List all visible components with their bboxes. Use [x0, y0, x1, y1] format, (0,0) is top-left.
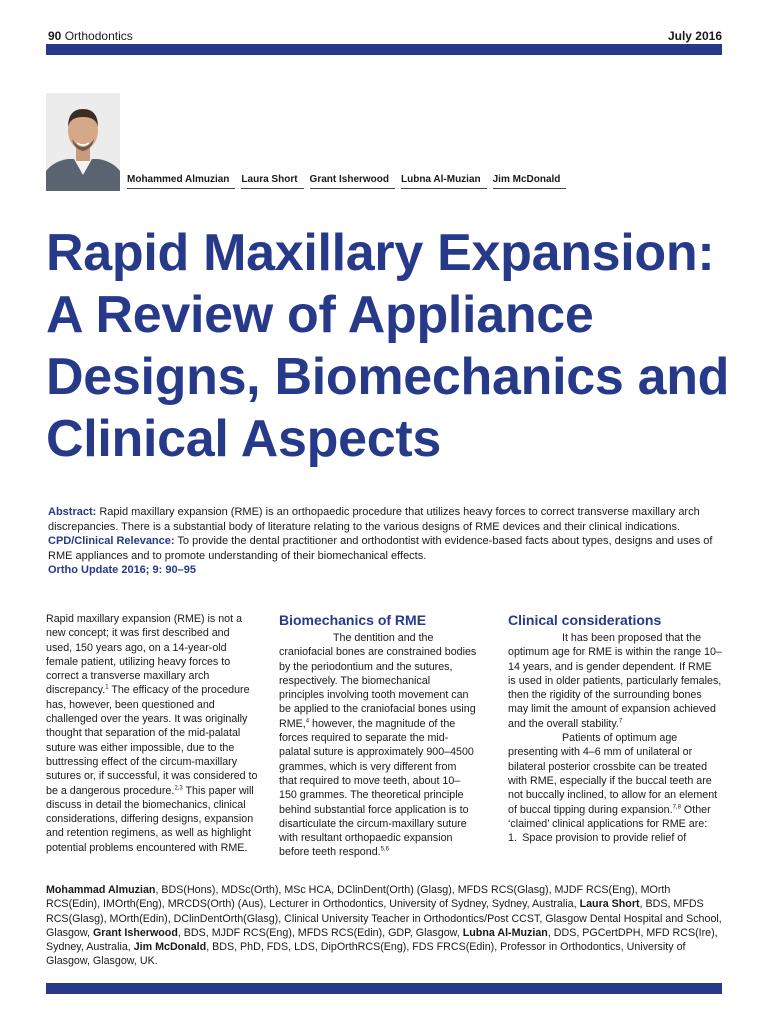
body-column-2	[279, 612, 477, 860]
reference-marker: 2,3	[174, 785, 183, 791]
text-run: Rapid maxillary expansion (RME) is not a new concept; it was first described and used, 150 years ago, on a 14-year-old female patient, utilizing heavy forces to correct a transverse maxillary arch discrepancy.	[46, 613, 243, 697]
citation: Ortho Update 2016; 9: 90–95	[48, 564, 196, 576]
body-paragraph	[508, 731, 722, 831]
author-name: Mohammed Almuzian	[127, 174, 235, 189]
section-heading: Biomechanics of RME	[279, 612, 427, 628]
author-name: Laura Short	[241, 174, 303, 189]
abstract-label: Abstract:	[48, 506, 97, 518]
affiliation-text: , BDS, MFDS RCS(Glasg), MOrth(Edin), DClinDentOrth(Glasg), Clinical University Teacher in Orthodontics/Post CCST, Glasgow Dental Hospital and School, Glasgow,	[46, 898, 722, 939]
page-number: 90	[48, 29, 62, 43]
author-name: Mohammad Almuzian	[46, 884, 156, 896]
reference-marker: 4	[305, 718, 310, 725]
author-name: Grant Isherwood	[92, 926, 178, 939]
journal-name: Orthodontics	[64, 29, 133, 43]
top-rule-bar	[46, 44, 722, 55]
reference-marker: 7	[618, 718, 623, 725]
affiliation-text: , DDS, PGCertDPH, MFD RCS(Ire), Sydney, Australia,	[46, 926, 718, 954]
text-run: however, the magnitude of the forces required to separate the mid-palatal suture is approximately 900–4500 grammes, which is very different from that required to move teeth, about 10–150 grammes. The theoretical principle behind substantial force application is to disarticulate the circum-maxillary suture with resultant orthopaedic expansion before teeth respond.	[279, 717, 474, 859]
cpd-text: To provide the dental practitioner and orthodontist with evidence-based facts about types, designs and uses of RME appliances and to promote understanding of their biomechanical effects.	[48, 535, 713, 562]
affiliation-text: , BDS(Hons), MDSc(Orth), MSc HCA, DClinDent(Orth) (Glasg), MFDS RCS(Glasg), MJDF RCS(Eng), MOrth RCS(Edin), IMOrth(Eng), MRCDS(Orth) (Aus), Lecturer in Orthodontics, University of Sydney, Sydney, Australia,	[46, 884, 671, 911]
issue-date: July 2016	[667, 29, 722, 43]
author-list	[127, 174, 572, 189]
author-name: Lubna Al-Muzian	[462, 926, 548, 939]
cpd-label: CPD/Clinical Relevance:	[48, 535, 175, 547]
text-run: The dentition and the craniofacial bones are constrained bodies by the periodontium and the sutures, respectively. The biomechanical principles involving tooth movement can be applied to the craniofacial bones using RME,	[279, 632, 477, 730]
article-title: Rapid Maxillary Expansion: A Review of Appliance Designs, Biomechanics and Clinical Aspects	[46, 224, 730, 468]
author-name: Jim McDonald	[493, 174, 567, 189]
author-name: Grant Isherwood	[310, 174, 395, 189]
body-column-1	[46, 612, 258, 855]
cpd-paragraph	[48, 534, 723, 563]
text-run: Other ‘claimed’ clinical applications for RME are:	[508, 803, 711, 830]
body-column-3	[508, 612, 722, 845]
author-affiliations	[46, 883, 726, 969]
section-heading: Clinical considerations	[508, 612, 662, 628]
abstract-text: Rapid maxillary expansion (RME) is an orthopaedic procedure that utilizes heavy forces to correct transverse maxillary arch discrepancies. There is a substantial body of literature relating to the various designs of RME devices and their clinical indications.	[48, 506, 700, 533]
affiliation-text: , BDS, MJDF RCS(Eng), MFDS RCS(Edin), GDP, Glasgow,	[177, 926, 463, 939]
text-run: Patients of optimum age presenting with 4–6 mm of unilateral or bilateral posterior crossbite can be treated with RME, especially if the buccal teeth are not buccally inclined, to allow for an element of buccal tipping during expansion.	[508, 732, 718, 816]
intro-paragraph	[46, 612, 258, 855]
reference-marker: 1	[105, 684, 109, 691]
text-run: The efficacy of the procedure has, however, been questioned and challenged over the years. It was originally thought that separation of the mid-palatal suture was either impossible, due to the buttressing effect of the circum-maxillary sutures or, if successful, it was considered to be a dangerous procedure.	[46, 684, 258, 797]
text-run: This paper will discuss in detail the biomechanics, clinical considerations, differing designs, expansion and retention regimens, as well as highlight potential problems encountered with RME.	[46, 784, 254, 854]
text-run: It has been proposed that the optimum age for RME is within the range 10–14 years, and is gender dependent. If RME is used in older patients, particularly females, then the rigidity of the surrounding bones may limit the amount of expansion achieved and the overall stability.	[508, 632, 722, 730]
affiliation-text: , BDS, PhD, FDS, LDS, DipOrthRCS(Eng), FDS FRCS(Edin), Professor in Orthodontics, University of Glasgow, Glasgow, UK.	[46, 941, 686, 968]
reference-marker: 5,6	[380, 846, 389, 853]
reference-marker: 7,8	[672, 804, 681, 810]
running-header	[48, 29, 133, 43]
author-name: Laura Short	[579, 898, 640, 911]
author-name: Lubna Al-Muzian	[401, 174, 487, 189]
author-name: Jim McDonald	[133, 941, 207, 954]
abstract-block	[48, 505, 723, 578]
body-paragraph	[279, 631, 477, 860]
bottom-rule-bar	[46, 983, 722, 994]
abstract-paragraph	[48, 505, 723, 534]
body-paragraph	[508, 631, 722, 731]
list-item: 1. Space provision to provide relief of	[508, 832, 687, 845]
author-photo	[46, 93, 120, 191]
